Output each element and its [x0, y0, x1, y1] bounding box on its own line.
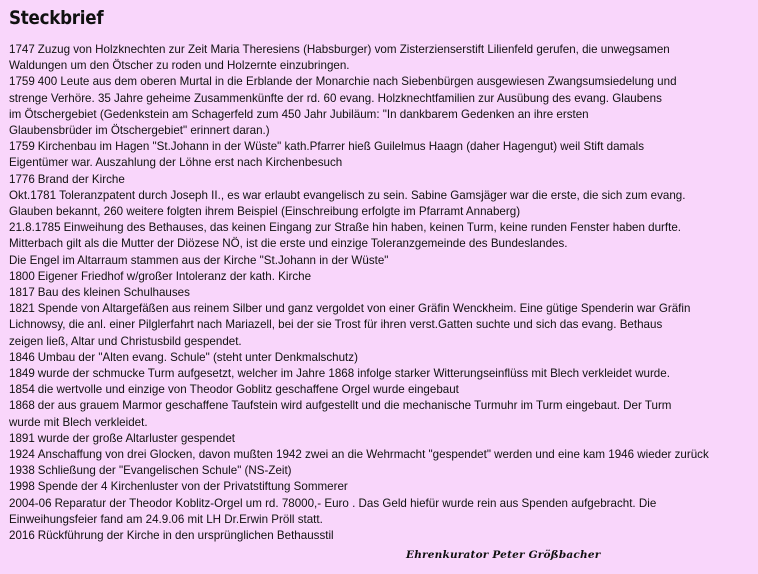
timeline-entry: [9, 188, 748, 220]
timeline-entry: [9, 269, 748, 285]
entry-year: 1759: [9, 140, 35, 154]
entry-text-line: wurde der schmucke Turm aufgesetzt, welcher im Jahre 1868 infolge starker Witterungseinflüss mit Blech verkleidet wurde.: [37, 367, 670, 381]
entry-text-line: Umbau der "Alten evang. Schule" (steht unter Denkmalschutz): [37, 350, 358, 364]
timeline-entry: [9, 479, 748, 495]
timeline-entry: [9, 382, 748, 398]
timeline-entry: [9, 431, 748, 447]
entry-text-line: Toleranzpatent durch Joseph II., es war erlaubt evangelisch zu sein. Sabine Gamsjäger war die erste, die sich zum evang.: [59, 188, 686, 202]
timeline-entry: [9, 398, 748, 430]
entry-text-line: 400 Leute aus dem oberen Murtal in die Erblande der Monarchie nach Siebenbürgen ausgewiesen Zwangsumsiedelung und: [37, 75, 677, 89]
entry-text-line: Lichnowsy, die anl. einer Pilglerfahrt nach Mariazell, bei der sie Trost für ihren verst.Gatten suchte und sich das evang. Bethaus: [9, 318, 663, 332]
entry-text-line: Rückführung der Kirche in den ursprünglichen Bethausstil: [37, 529, 334, 543]
entry-text-line: im Ötschergebiet (Gedenkstein am Schagerfeld zum 450 Jahr Jubiläum: "In dankbarem Gedenken an ihre ersten: [9, 107, 589, 121]
entry-text-line: Zuzug von Holzknechten zur Zeit Maria Theresiens (Habsburger) vom Zisterzienserstift Lilienfeld gerufen, die unwegsamen: [37, 43, 670, 56]
entry-year: 2004-06: [9, 496, 52, 510]
entry-year: 1998: [9, 480, 35, 494]
entry-year: 1854: [9, 383, 35, 397]
entry-text-line: Die Engel im Altarraum stammen aus der Kirche "St.Johann in der Wüste": [9, 253, 389, 267]
entry-text-line: Schließung der "Evangelischen Schule" (NS-Zeit): [37, 464, 292, 478]
entry-text-line: Brand der Kirche: [37, 172, 125, 186]
entry-text-line: Anschaffung von drei Glocken, davon mußten 1942 zwei an die Wehrmacht "gespendet" werden und eine kam 1946 wieder zurück: [37, 448, 709, 462]
entry-text-line: Eigentümer war. Auszahlung der Löhne erst nach Kirchenbesuch: [9, 156, 343, 170]
timeline-entry: [9, 350, 748, 366]
entry-text-line: wurde der große Altarluster gespendet: [37, 431, 236, 445]
page-title: Steckbrief: [9, 7, 104, 29]
entry-year: 1821: [9, 302, 35, 316]
entry-year: 1924: [9, 448, 35, 462]
entry-year: 1817: [9, 286, 35, 300]
entry-text-line: der aus grauem Marmor geschaffene Taufstein wird aufgestellt und die mechanische Turmuhr im Turm eingebaut. Der Turm: [37, 399, 672, 413]
entry-year: 1846: [9, 350, 35, 364]
signature: Ehrenkurator Peter Größbacher: [406, 549, 601, 561]
entry-year: 1849: [9, 367, 35, 381]
entry-text-line: Spende von Altargefäßen aus reinem Silber und ganz vergoldet von einer Gräfin Wenckheim. Eine gütige Spenderin war Gräfin: [37, 302, 691, 316]
timeline-entry: [9, 447, 748, 463]
timeline-entry: [9, 172, 748, 188]
entry-year: 1759: [9, 75, 35, 89]
entry-text-line: strenge Verhöre. 35 Jahre geheime Zusammenkünfte der rd. 60 evang. Holzknechtfamilien zur Ausübung des evang. Glaubens: [9, 91, 662, 105]
entry-text-line: Kirchenbau im Hagen "St.Johann in der Wüste" kath.Pfarrer hieß Guilelmus Haagn (daher Hagengut) weil Stift damals: [37, 140, 645, 154]
entry-year: 1776: [9, 172, 35, 186]
timeline-entry: [9, 42, 748, 74]
timeline-entry: [9, 74, 748, 139]
entry-text-line: Bau des kleinen Schulhauses: [37, 286, 190, 300]
entry-text-line: Reparatur der Theodor Koblitz-Orgel um rd. 78000,- Euro . Das Geld hiefür wurde rein aus Spenden aufgebracht. Die: [54, 496, 657, 510]
entry-text-line: Eigener Friedhof w/großer Intoleranz der kath. Kirche: [37, 269, 312, 283]
timeline-list: [9, 42, 748, 544]
entry-text-line: zeigen ließ, Altar und Christusbild gespendet.: [9, 334, 242, 348]
timeline-entry: [9, 496, 748, 528]
timeline-entry: [9, 528, 748, 544]
entry-text-line: Spende der 4 Kirchenluster von der Privatstiftung Sommerer: [37, 480, 348, 494]
entry-text-line: die wertvolle und einzige von Theodor Goblitz geschaffene Orgel wurde eingebaut: [37, 383, 459, 397]
entry-text-line: Waldungen um den Ötscher zu roden und Holzernte einzubringen.: [9, 59, 350, 73]
entry-text-line: Mitterbach gilt als die Mutter der Diözese NÖ, ist die erste und einzige Toleranzgemeinde des Bundeslandes.: [9, 237, 568, 251]
timeline-entry: [9, 463, 748, 479]
entry-text-line: Glauben bekannt, 260 weitere folgten ihrem Beispiel (Einschreibung erfolgte im Pfarramt Annaberg): [9, 205, 521, 219]
entry-year: 1868: [9, 399, 35, 413]
timeline-entry: [9, 366, 748, 382]
entry-year: 1800: [9, 269, 35, 283]
timeline-entry: [9, 220, 748, 269]
timeline-entry: [9, 139, 748, 171]
entry-text-line: Einweihungsfeier fand am 24.9.06 mit LH Dr.Erwin Pröll statt.: [9, 512, 323, 526]
entry-text-line: Glaubensbrüder im Ötschergebiet" erinnert daran.): [9, 124, 270, 138]
timeline-entry: [9, 301, 748, 350]
entry-text-line: Einweihung des Bethauses, das keinen Eingang zur Straße hin haben, keinen Turm, keine runden Fenster haben durfte.: [63, 221, 682, 235]
entry-year: Okt.1781: [9, 188, 57, 202]
entry-text-line: wurde mit Blech verkleidet.: [9, 415, 148, 429]
entry-year: 21.8.1785: [9, 221, 61, 235]
entry-year: 1891: [9, 431, 35, 445]
timeline-entry: [9, 285, 748, 301]
entry-year: 1938: [9, 464, 35, 478]
entry-year: 2016: [9, 529, 35, 543]
entry-year: 1747: [9, 43, 35, 56]
